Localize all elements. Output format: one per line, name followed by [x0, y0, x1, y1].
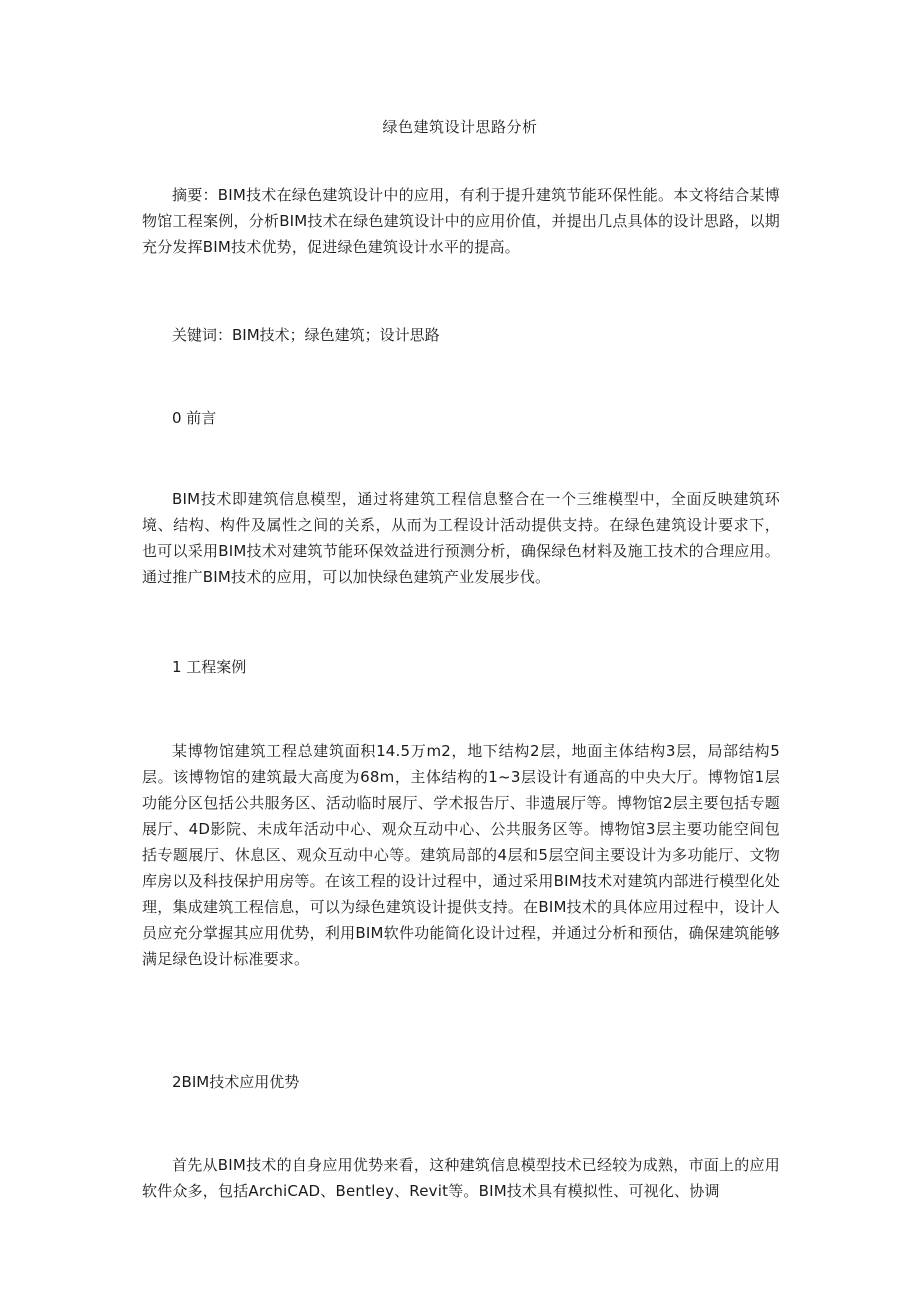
section-1-heading: 1 工程案例 [172, 658, 247, 676]
section-2-body: 首先从BIM技术的自身应用优势来看，这种建筑信息模型技术已经较为成熟，市面上的应用软件众多，包括ArchiCAD、Bentley、Revit等。BIM技术具有模拟性、可视化、协调 [142, 1156, 780, 1200]
section-2-heading: 2BIM技术应用优势 [172, 1073, 300, 1091]
section-1-body: 某博物馆建筑工程总建筑面积14.5万m2，地下结构2层，地面主体结构3层，局部结构5层。该博物馆的建筑最大高度为68m，主体结构的1~3层设计有通高的中央大厅。博物馆1层功能分区包括公共服务区、活动临时展厅、学术报告厅、非遗展厅等。博物馆2层主要包括专题展厅、4D影院、未成年活动中心、观众互动中心、公共服务区等。博物馆3层主要功能空间包括专题展厅、休息区、观众互动中心等。建筑局部的4层和5层空间主要设计为多功能厅、文物库房以及科技保护用房等。在该工程的设计过程中，通过采用BIM技术对建筑内部进行模型化处理，集成建筑工程信息，可以为绿色建筑设计提供支持。在BIM技术的具体应用过程中，设计人员应充分掌握其应用优势，利用BIM软件功能简化设计过程，并通过分析和预估，确保建筑能够满足绿色设计标准要求。 [142, 742, 780, 968]
document-title: 绿色建筑设计思路分析 [382, 118, 538, 136]
keywords-line: 关键词：BIM技术；绿色建筑；设计思路 [172, 326, 440, 344]
abstract-paragraph: 摘要：BIM技术在绿色建筑设计中的应用，有利于提升建筑节能环保性能。本文将结合某博物馆工程案例，分析BIM技术在绿色建筑设计中的应用价值，并提出几点具体的设计思路，以期充分发挥BIM技术优势，促进绿色建筑设计水平的提高。 [142, 186, 780, 256]
section-0-heading: 0 前言 [172, 409, 217, 427]
section-0-body: BIM技术即建筑信息模型，通过将建筑工程信息整合在一个三维模型中，全面反映建筑环境、结构、构件及属性之间的关系，从而为工程设计活动提供支持。在绿色建筑设计要求下，也可以采用BIM技术对建筑节能环保效益进行预测分析，确保绿色材料及施工技术的合理应用。通过推广BIM技术的应用，可以加快绿色建筑产业发展步伐。 [142, 490, 780, 586]
